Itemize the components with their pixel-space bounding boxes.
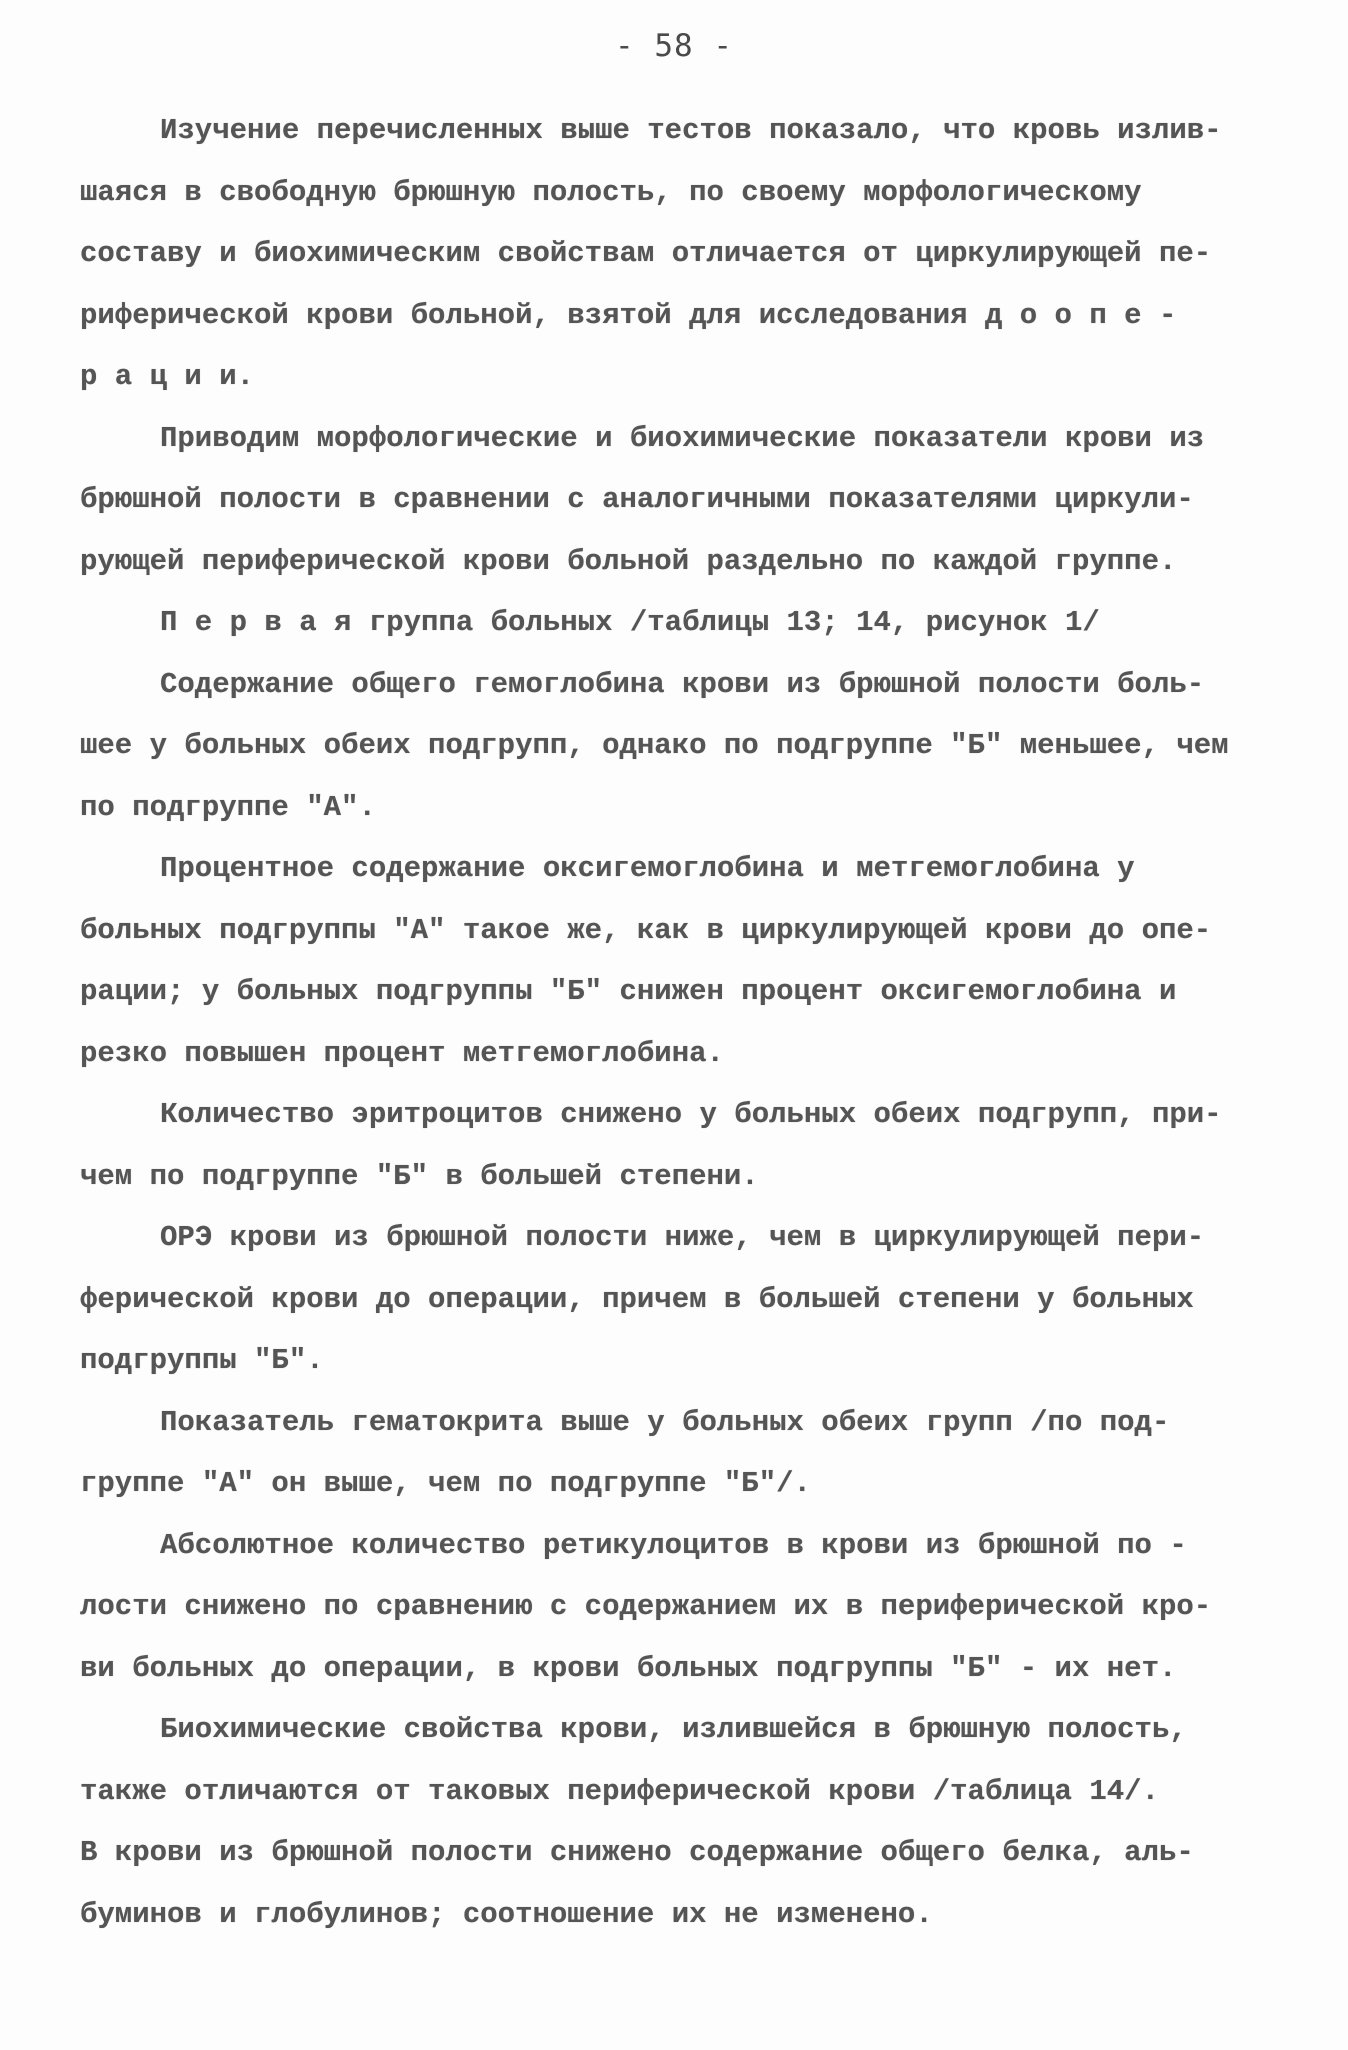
- text-line: р а ц и и.: [80, 360, 255, 393]
- text-line: ферической крови до операции, причем в большей степени у больных: [80, 1282, 1194, 1316]
- text-line: В крови из брюшной полости снижено содержание общего белка, аль-: [80, 1836, 1194, 1869]
- text-line: Содержание общего гемоглобина крови из брюшной полости боль-: [160, 667, 1205, 701]
- text-line: группе "А" он выше, чем по подгруппе "Б"/.: [80, 1467, 811, 1500]
- text-line: Показатель гематокрита выше у больных обеих групп /по под-: [160, 1405, 1170, 1439]
- text-line: Процентное содержание оксигемоглобина и метгемоглобина у: [160, 852, 1135, 885]
- text-line: по подгруппе "А".: [80, 790, 376, 824]
- text-line: подгруппы "Б".: [80, 1344, 324, 1377]
- text-line: брюшной полости в сравнении с аналогичными показателями циркули-: [80, 483, 1194, 516]
- text-line: риферической крови больной, взятой для исследования д о о п е -: [80, 298, 1177, 332]
- text-line: шаяся в свободную брюшную полость, по своему морфологическому: [80, 175, 1142, 209]
- text-line: чем по подгруппе "Б" в большей степени.: [80, 1159, 759, 1193]
- text-line: ви больных до операции, в крови больных подгруппы "Б" - их нет.: [80, 1651, 1177, 1685]
- text-line: шее у больных обеих подгрупп, однако по подгруппе "Б" меньшее, чем: [80, 729, 1229, 762]
- text-line: ОРЭ крови из брюшной полости ниже, чем в циркулирующей пери-: [160, 1221, 1205, 1254]
- text-line: составу и биохимическим свойствам отличается от циркулирующей пе-: [80, 237, 1212, 270]
- text-line: Приводим морфологические и биохимические показатели крови из: [160, 421, 1205, 455]
- text-line: больных подгруппы "А" такое же, как в циркулирующей крови до опе-: [80, 913, 1212, 947]
- text-line: лости снижено по сравнению с содержанием их в периферической кро-: [80, 1590, 1212, 1623]
- text-line: также отличаются от таковых периферической крови /таблица 14/.: [80, 1774, 1159, 1808]
- text-line: Биохимические свойства крови, излившейся в брюшную полость,: [160, 1713, 1187, 1746]
- text-line: Изучение перечисленных выше тестов показало, что кровь излив-: [160, 114, 1222, 147]
- text-line: резко повышен процент метгемоглобина.: [80, 1036, 724, 1070]
- text-line: буминов и глобулинов; соотношение их не изменено.: [80, 1897, 933, 1931]
- document-body: [80, 100, 1280, 1945]
- text-line: рации; у больных подгруппы "Б" снижен процент оксигемоглобина и: [80, 975, 1177, 1008]
- text-line: Количество эритроцитов снижено у больных обеих подгрупп, при-: [160, 1098, 1222, 1131]
- text-line: рующей периферической крови больной раздельно по каждой группе.: [80, 544, 1177, 578]
- section-heading: П е р в а я группа больных /таблицы 13; 14, рисунок 1/: [160, 606, 1100, 639]
- text-line: Абсолютное количество ретикулоцитов в крови из брюшной по -: [160, 1528, 1187, 1562]
- page-number: - 58 -: [615, 28, 733, 64]
